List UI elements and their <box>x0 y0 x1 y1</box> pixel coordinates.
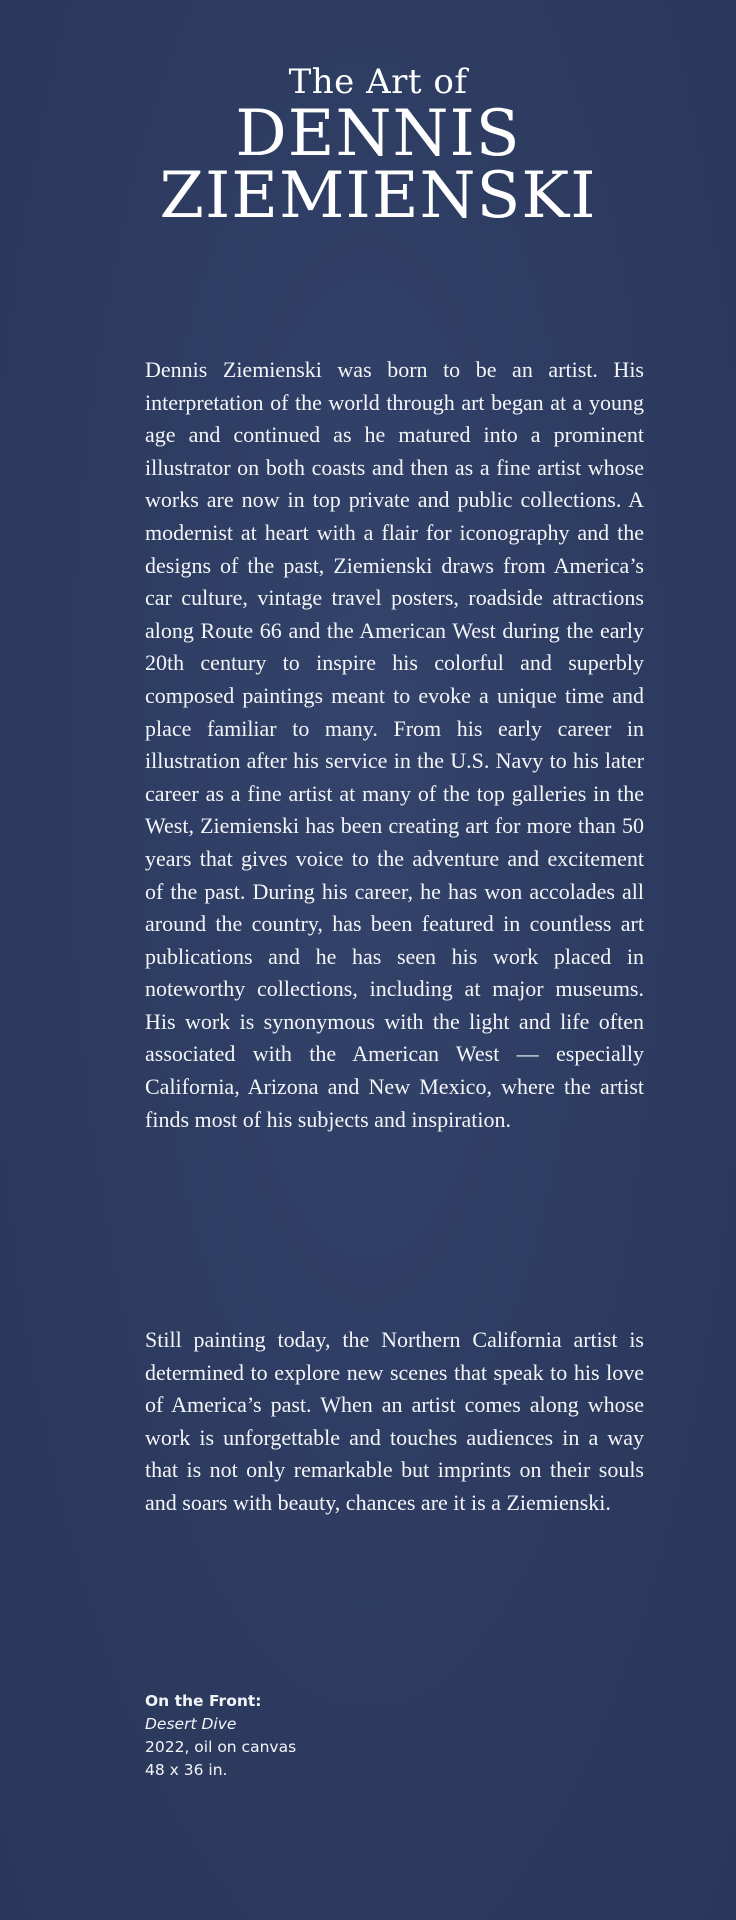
artwork-credits <box>145 1690 296 1782</box>
artwork-dimensions: 48 x 36 in. <box>145 1761 228 1779</box>
bio-paragraph-1: Dennis Ziemienski was born to be an artist. His interpretation of the world through art began at a young age and continued as he matured into a prominent illustrator on both coasts and then as a fine artist whose works are now in top private and public collections. A modernist at heart with a flair for iconography and the designs of the past, Ziemienski draws from America’s car culture, vintage travel posters, roadside attractions along Route 66 and the American West during the early 20th century to inspire his colorful and superbly composed paintings meant to evoke a unique time and place familiar to many. From his early career in illustration after his service in the U.S. Navy to his later career as a fine artist at many of the top galleries in the West, Ziemienski has been creating art for more than 50 years that gives voice to the adventure and excitement of the past. During his career, he has won accolades all around the country, has been featured in countless art publications and he has seen his work placed in noteworthy collections, including at major museums. His work is synonymous with the light and life often associated with the American West — especially California, Arizona and New Mexico, where the artist finds most of his subjects and inspiration. <box>145 357 644 1132</box>
title-subtitle: The Art of <box>288 62 468 102</box>
page-title <box>0 62 736 233</box>
artwork-title: Desert Dive <box>145 1715 237 1733</box>
artist-name-last: ZIEMIENSKI <box>159 159 597 233</box>
bio-paragraph-2: Still painting today, the Northern California artist is determined to explore new scenes that speak to his love of America’s past. When an artist comes along whose work is unforgettable and touches audiences in a way that is not only remarkable but imprints on their souls and soars with beauty, chances are it is a Ziemienski. <box>145 1327 644 1515</box>
artwork-year-medium: 2022, oil on canvas <box>145 1738 297 1756</box>
artist-name-first: DENNIS <box>235 97 521 171</box>
credits-heading: On the Front: <box>145 1692 262 1710</box>
